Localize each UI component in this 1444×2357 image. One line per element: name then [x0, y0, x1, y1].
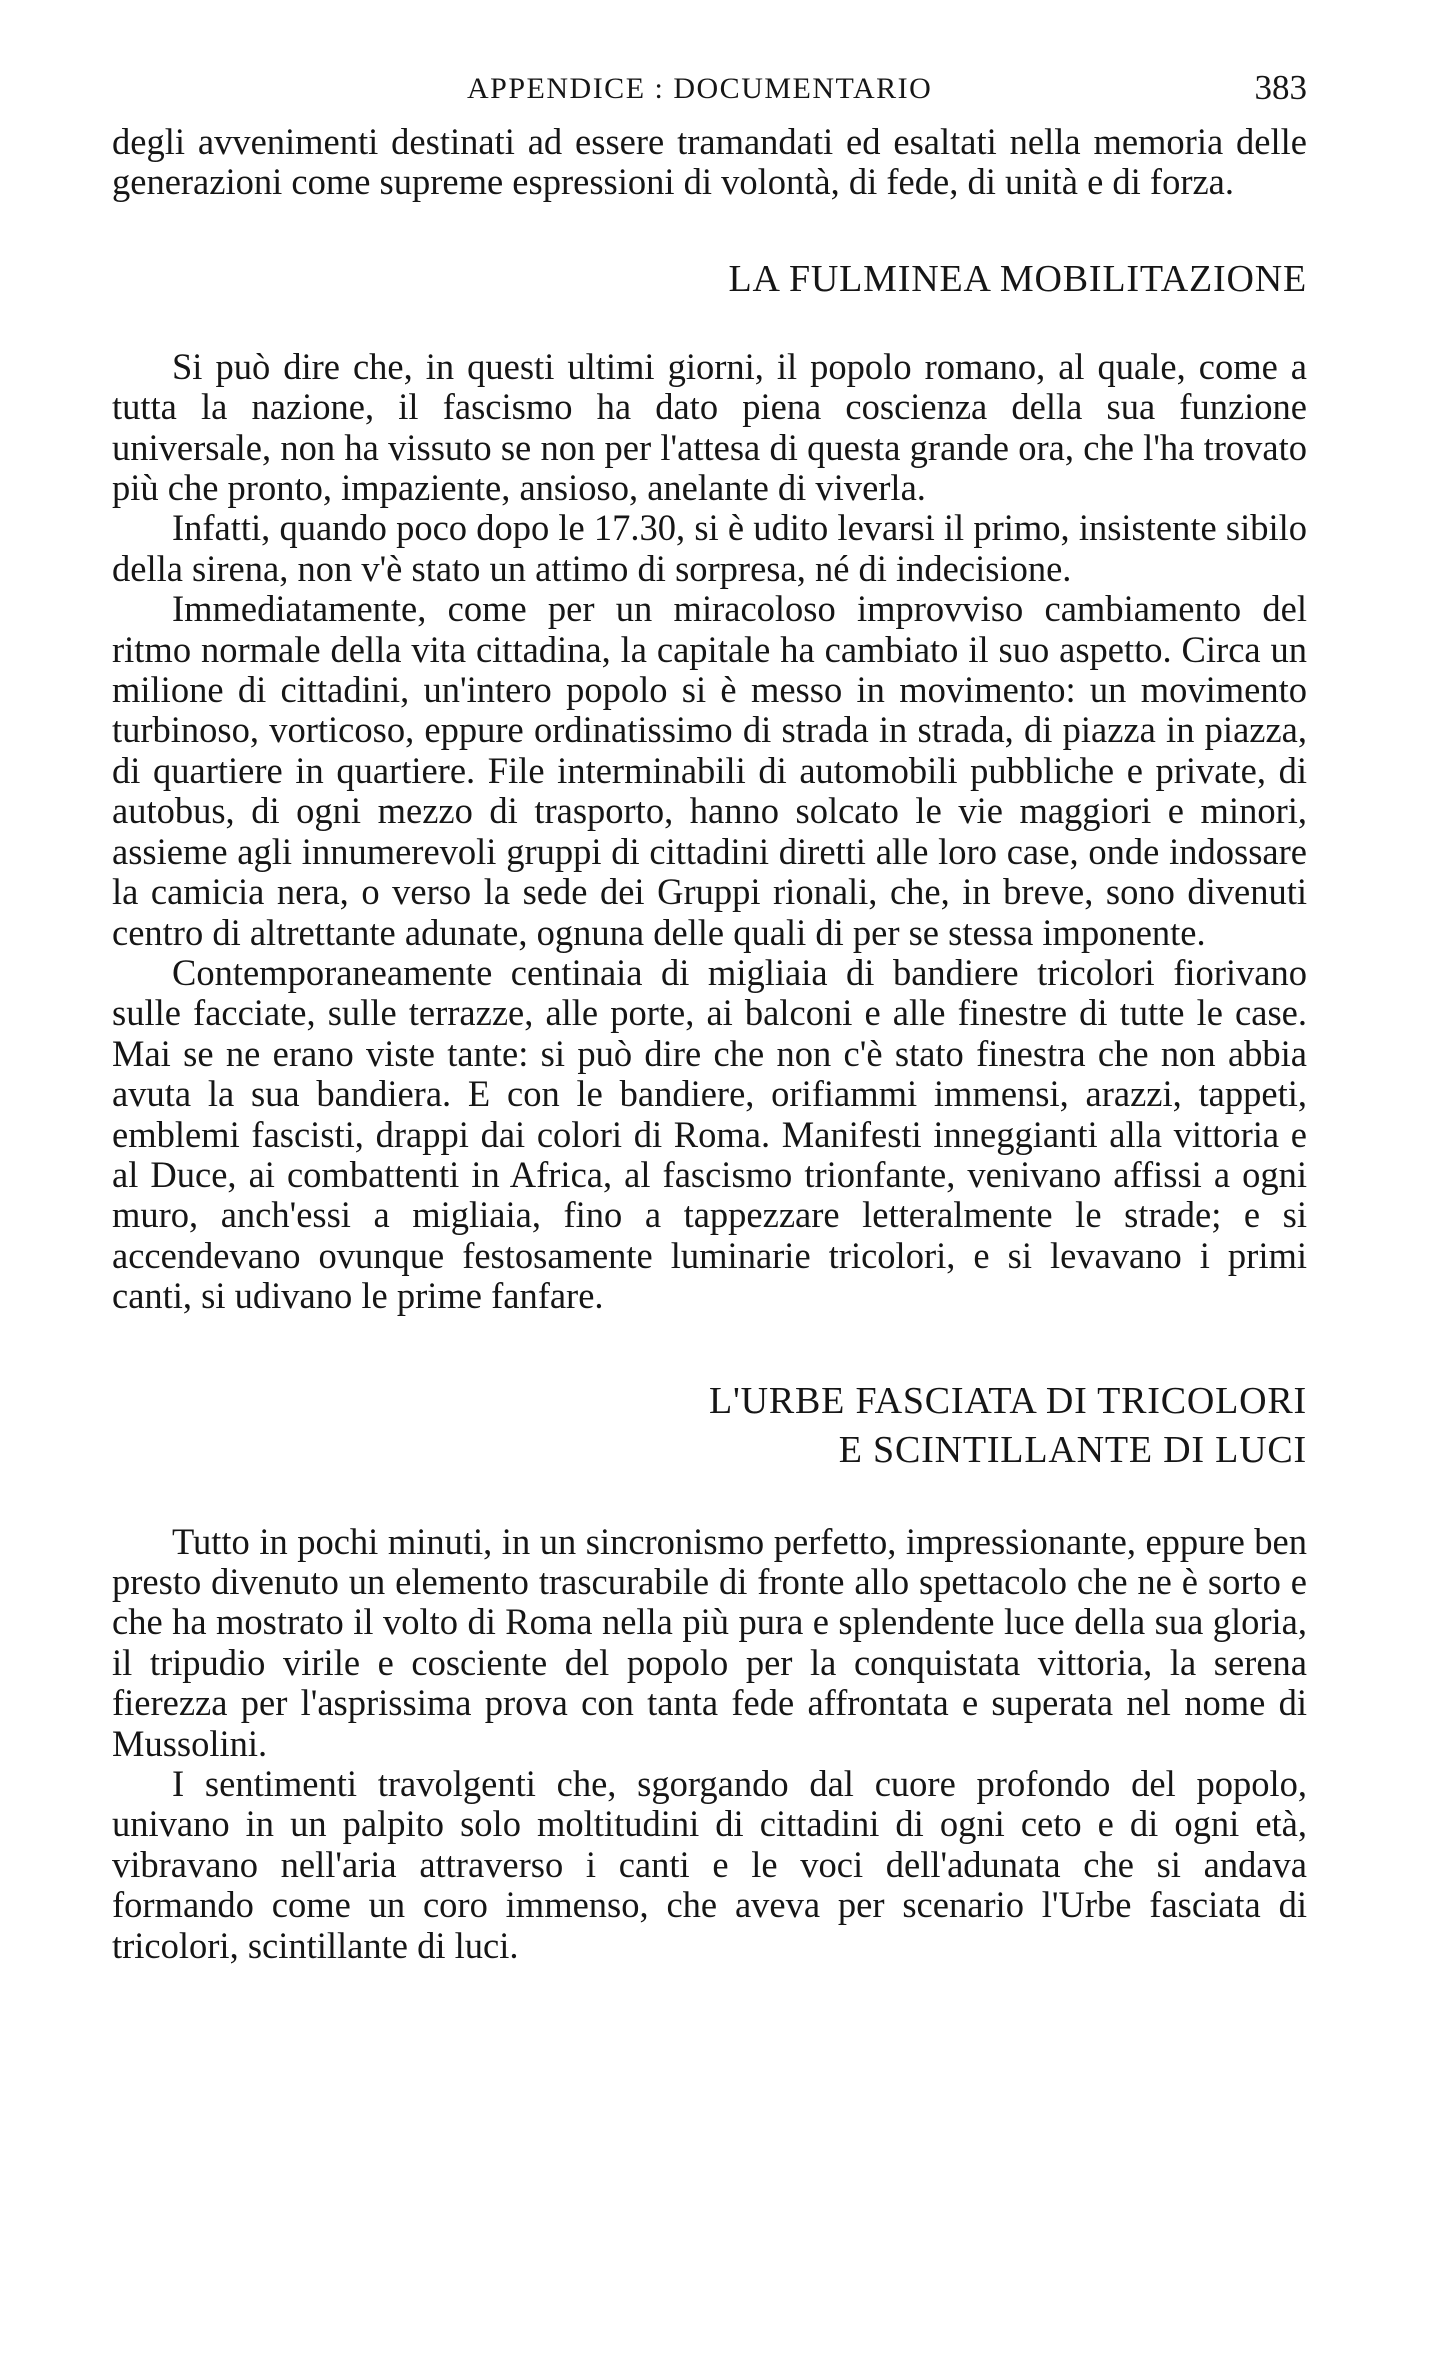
- intro-paragraph: degli avvenimenti destinati ad essere tramandati ed esaltati nella memoria delle generazioni come supreme espressioni di volontà, di fede, di unità e di forza.: [112, 121, 1307, 203]
- running-header: [112, 62, 1307, 122]
- book-page: [112, 62, 1307, 1966]
- section2-paragraph-2: I sentimenti travolgenti che, sgorgando dal cuore profondo del popolo, univano in un palpito solo moltitudini di cittadini di ogni ceto e di ogni età, vibravano nell'aria attraverso i canti e le voci dell'adunata che si andava formando come un coro immenso, che aveva per scenario l'Urbe fasciata di tricolori, scintillante di luci.: [112, 1763, 1307, 1966]
- section1-paragraph-3: Immediatamente, come per un miracoloso improvviso cambiamento del ritmo normale della vita cittadina, la capitale ha cambiato il suo aspetto. Circa un milione di cittadini, un'intero popolo si è messo in movimento: un movimento turbinoso, vorticoso, eppure ordinatissimo di strada in strada, di piazza in piazza, di quartiere in quartiere. File interminabili di automobili pubbliche e private, di autobus, di ogni mezzo di trasporto, hanno solcato le vie maggiori e minori, assieme agli innumerevoli gruppi di cittadini diretti alle loro case, onde indossare la camicia nera, o verso la sede dei Gruppi rionali, che, in breve, sono divenuti centro di altrettante adunate, ognuna delle quali di per se stessa imponente.: [112, 588, 1307, 953]
- section1-paragraph-4: Contemporaneamente centinaia di migliaia di bandiere tricolori fiorivano sulle facciate, sulle terrazze, alle porte, ai balconi e alle finestre di tutte le case. Mai se ne erano viste tante: si può dire che non c'è stato finestra che non abbia avuta la sua bandiera. E con le bandiere, orifiammi immensi, arazzi, tappeti, emblemi fascisti, drappi dai colori di Roma. Manifesti inneggianti alla vittoria e al Duce, ai combattenti in Africa, al fascismo trionfante, venivano affissi a ogni muro, anch'essi a migliaia, fino a tappezzare letteralmente le strade; e si accendevano ovunque festosamente luminarie tricolori, e si levavano i primi canti, si udivano le prime fanfare.: [112, 951, 1307, 1317]
- page-number: 383: [1254, 68, 1307, 107]
- section-heading-urbe-line-1: L'URBE FASCIATA DI TRICOLORI: [708, 1379, 1307, 1422]
- section2-paragraph-1: Tutto in pochi minuti, in un sincronismo perfetto, impressionante, eppure ben presto divenuto un elemento trascurabile di fronte allo spettacolo che ne è sorto e che ha mostrato il volto di Roma nella più pura e splendente luce della sua gloria, il tripudio virile e cosciente del popolo per la conquistata vittoria, la serena fierezza per l'asprissima prova con tanta fede affrontata e superata nel nome di Mussolini.: [112, 1520, 1307, 1764]
- running-title: APPENDICE : DOCUMENTARIO: [467, 72, 933, 105]
- section-heading-urbe-line-2: E SCINTILLANTE DI LUCI: [838, 1428, 1307, 1471]
- section-heading-urbe: [112, 1377, 1307, 1475]
- section-heading-mobilitazione: LA FULMINEA MOBILITAZIONE: [728, 257, 1307, 300]
- section1-paragraph-1: Si può dire che, in questi ultimi giorni, il popolo romano, al quale, come a tutta la nazione, il fascismo ha dato piena coscienza della sua funzione universale, non ha vissuto se non per l'attesa di questa grande ora, che l'ha trovato più che pronto, impaziente, ansioso, anelante di viverla.: [112, 345, 1307, 509]
- section1-paragraph-2: Infatti, quando poco dopo le 17.30, si è udito levarsi il primo, insistente sibilo della sirena, non v'è stato un attimo di sorpresa, né di indecisione.: [112, 507, 1307, 589]
